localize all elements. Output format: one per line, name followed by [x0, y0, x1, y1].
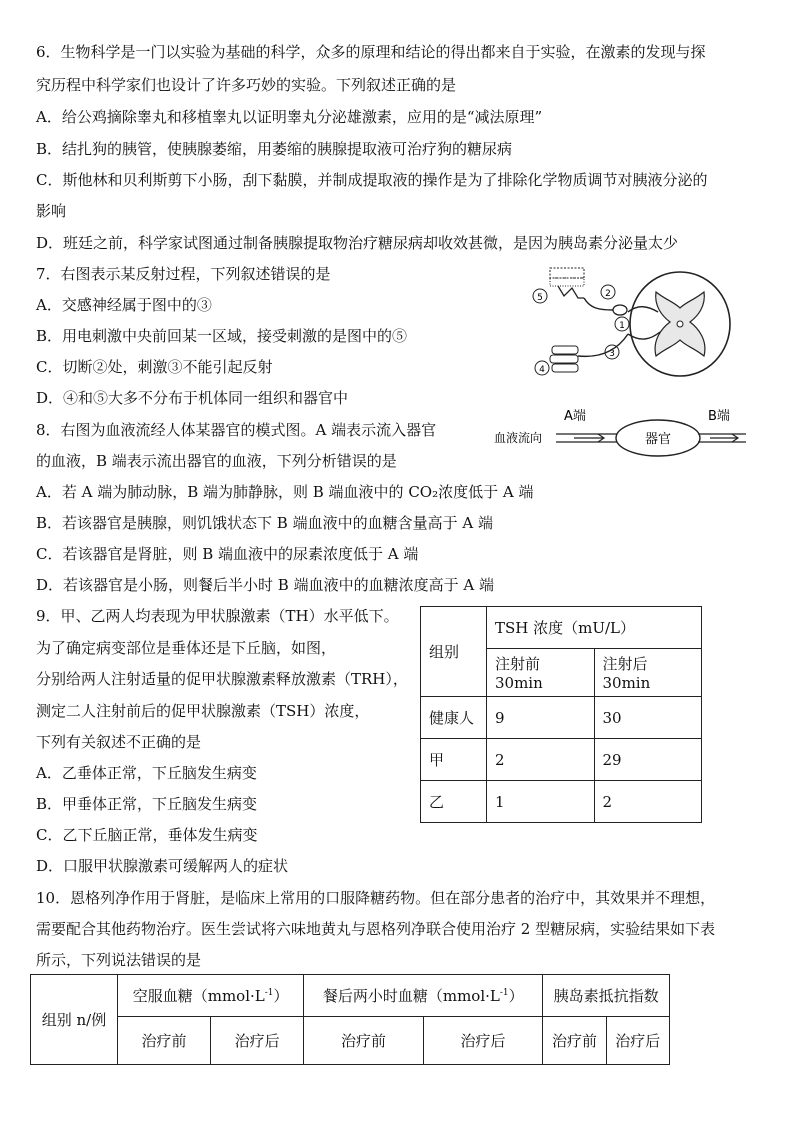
arrow-in-icon	[574, 434, 604, 442]
spinal-cord	[630, 272, 730, 376]
q8-option-b: B．若该器官是胰腺，则饥饿状态下 B 端血液中的血糖含量高于 A 端	[36, 514, 493, 532]
skin-receptor	[550, 268, 584, 298]
q7-option-c: C．切断②处，刺激③不能引起反射	[36, 358, 273, 376]
q10-stem-line1: 10．恩格列净作用于肾脏，是临床上常用的口服降糖药物。但在部分患者的治疗中，其效果并不理想，	[36, 889, 716, 907]
q7-stem: 7．右图表示某反射过程，下列叙述错误的是	[36, 265, 331, 283]
group-header: 组别	[421, 607, 487, 697]
label-4: 4	[539, 365, 545, 375]
q10-stem-line2: 需要配合其他药物治疗。医生尝试将六味地黄丸与恩格列净联合使用治疗 2 型糖尿病，实验结果如下表	[36, 920, 716, 938]
q8-stem-line2: 的血液，B 端表示流出器官的血液，下列分析错误的是	[36, 452, 397, 470]
group-header: 组别 n/例	[31, 975, 118, 1065]
q6-option-b: B．结扎狗的胰管，使胰腺萎缩，用萎缩的胰腺提取液可治疗狗的糖尿病	[36, 140, 513, 158]
q9-tsh-table	[420, 606, 702, 823]
row-before: 1	[487, 781, 595, 823]
q8-option-d: D．若该器官是小肠，则餐后半小时 B 端血液中的血糖浓度高于 A 端	[36, 576, 494, 594]
row-after: 29	[594, 739, 702, 781]
q6-option-d: D．班廷之前，科学家试图通过制备胰腺提取物治疗糖尿病却收效甚微，是因为胰岛素分泌量太少	[36, 234, 679, 252]
row-name: 健康人	[421, 697, 487, 739]
q8-stem-line1: 8．右图为血液流经人体某器官的模式图。A 端表示流入器官	[36, 421, 437, 439]
after-header: 注射后 30min	[594, 649, 702, 697]
organ-label: 器官	[644, 432, 672, 447]
tsh-header: TSH 浓度（mU/L）	[487, 607, 702, 649]
q7-option-b: B．用电刺激中央前回某一区域，接受刺激的是图中的⑤	[36, 327, 408, 345]
insulin-header: 胰岛素抵抗指数	[543, 975, 670, 1017]
arrow-out-icon	[710, 434, 738, 442]
q8-option-c: C．若该器官是肾脏，则 B 端血液中的尿素浓度低于 A 端	[36, 545, 419, 563]
sub-header: 治疗前	[304, 1017, 424, 1065]
row-after: 30	[594, 697, 702, 739]
sub-header: 治疗后	[423, 1017, 543, 1065]
q9-option-b: B．甲垂体正常，下丘脑发生病变	[36, 795, 258, 813]
sub-header: 治疗后	[211, 1017, 304, 1065]
q9-stem-line1: 9．甲、乙两人均表现为甲状腺激素（TH）水平低下。	[36, 607, 399, 625]
q10-stem-line3: 所示，下列说法错误的是	[36, 951, 202, 969]
q9-option-a: A．乙垂体正常，下丘脑发生病变	[36, 764, 257, 782]
q7-option-d: D．④和⑤大多不分布于机体同一组织和器官中	[36, 389, 349, 407]
q9-stem-line2: 为了确定病变部位是垂体还是下丘脑，如图，	[36, 639, 337, 657]
row-name: 乙	[421, 781, 487, 823]
row-after: 2	[594, 781, 702, 823]
q9-stem-line5: 下列有关叙述不正确的是	[36, 733, 202, 751]
label-1: 1	[619, 321, 625, 331]
a-end-label: A端	[564, 409, 586, 424]
fasting-header: 空服血糖$(mmol\cdot L^{-1})$	[118, 975, 304, 1017]
q9-stem-line4: 测定二人注射前后的促甲状腺激素（TSH）浓度，	[36, 702, 370, 720]
label-5: 5	[537, 293, 543, 303]
q6-stem-line1: 6．生物科学是一门以实验为基础的科学，众多的原理和结论的得出都来自于实验，在激素的发现与探	[36, 43, 706, 61]
q9-stem-line3: 分别给两人注射适量的促甲状腺激素释放激素（TRH），	[36, 670, 408, 688]
q10-results-table	[30, 974, 670, 1065]
q9-option-d: D．口服甲状腺激素可缓解两人的症状	[36, 857, 289, 875]
before-header: 注射前 30min	[487, 649, 595, 697]
sub-header: 治疗前	[543, 1017, 606, 1065]
postmeal-header: 餐后两小时血糖$(mmol\cdot L^{-1})$	[304, 975, 543, 1017]
muscle-effector	[550, 346, 578, 372]
reflex-arc-figure	[528, 262, 738, 387]
q6-stem-line2: 究历程中科学家们也设计了许多巧妙的实验。下列叙述正确的是	[36, 76, 457, 94]
table-row	[421, 739, 702, 781]
q7-option-a: A．交感神经属于图中的③	[36, 296, 212, 314]
flow-label: 血液流向	[494, 431, 543, 445]
sub-header: 治疗后	[606, 1017, 669, 1065]
q6-option-c-cont: 影响	[36, 202, 67, 220]
q6-option-c: C．斯他林和贝利斯剪下小肠，刮下黏膜，并制成提取液的操作是为了排除化学物质调节对胰液分泌的	[36, 171, 708, 189]
label-2: 2	[605, 289, 611, 299]
q8-option-a: A．若 A 端为肺动脉，B 端为肺静脉，则 B 端血液中的 CO₂浓度低于 A 端	[36, 483, 534, 501]
row-before: 2	[487, 739, 595, 781]
blood-flow-figure	[492, 404, 748, 466]
table-row	[421, 697, 702, 739]
row-name: 甲	[421, 739, 487, 781]
row-before: 9	[487, 697, 595, 739]
q9-option-c: C．乙下丘脑正常，垂体发生病变	[36, 826, 258, 844]
b-end-label: B端	[708, 409, 730, 424]
sub-header: 治疗前	[118, 1017, 211, 1065]
q6-option-a: A．给公鸡摘除睾丸和移植睾丸以证明睾丸分泌雄激素，应用的是“减法原理”	[36, 108, 543, 126]
table-row	[421, 781, 702, 823]
label-3: 3	[609, 349, 615, 359]
